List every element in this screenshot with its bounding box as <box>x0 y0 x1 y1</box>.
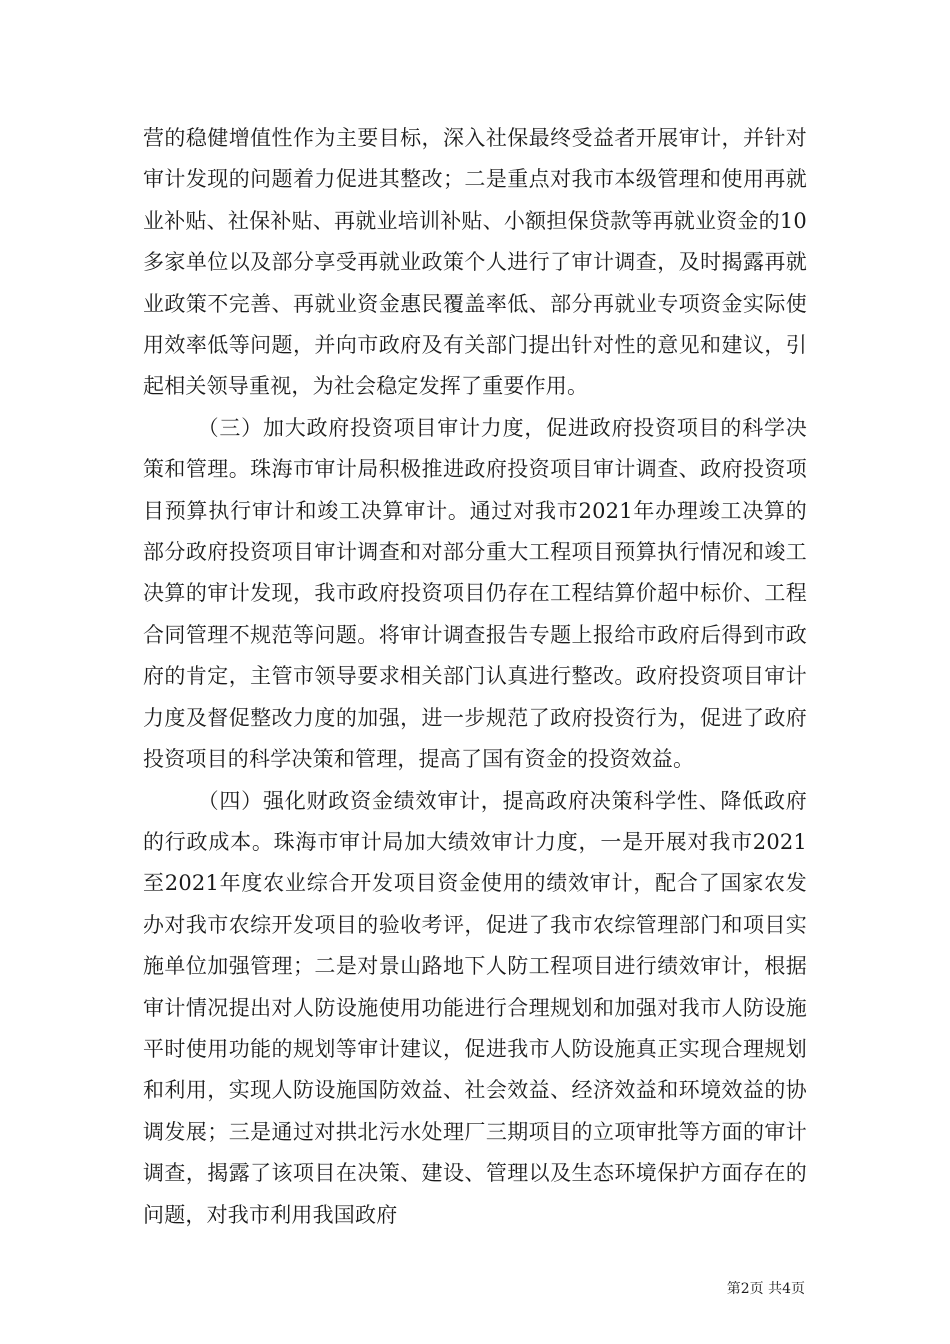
document-body <box>143 118 807 1236</box>
paragraph-section-4: （四）强化财政资金绩效审计，提高政府决策科学性、降低政府的行政成本。珠海市审计局加大绩效审计力度，一是开展对我市2021至2021年度农业综合开发项目资金使用的绩效审计，配合了国家农发办对我市农综开发项目的验收考评，促进了我市农综管理部门和项目实施单位加强管理；二是对景山路地下人防工程项目进行绩效审计，根据审计情况提出对人防设施使用功能进行合理规划和加强对我市人防设施平时使用功能的规划等审计建议，促进我市人防设施真正实现合理规划和利用，实现人防设施国防效益、社会效益、经济效益和环境效益的协调发展；三是通过对拱北污水处理厂三期项目的立项审批等方面的审计调查，揭露了该项目在决策、建设、管理以及生态环境保护方面存在的问题，对我市利用我国政府 <box>143 788 807 1227</box>
paragraph-continuation: 营的稳健增值性作为主要目标，深入社保最终受益者开展审计，并针对审计发现的问题着力促进其整改；二是重点对我市本级管理和使用再就业补贴、社保补贴、再就业培训补贴、小额担保贷款等再就业资金的10多家单位以及部分享受再就业政策个人进行了审计调查，及时揭露再就业政策不完善、再就业资金惠民覆盖率低、部分再就业专项资金实际使用效率低等问题，并向市政府及有关部门提出针对性的意见和建议，引起相关领导重视，为社会稳定发挥了重要作用。 <box>143 126 807 399</box>
page-number-footer: 第2页 共4页 <box>726 1281 805 1297</box>
paragraph-section-3: （三）加大政府投资项目审计力度，促进政府投资项目的科学决策和管理。珠海市审计局积极推进政府投资项目审计调查、政府投资项目预算执行审计和竣工决算审计。通过对我市2021年办理竣工决算的部分政府投资项目审计调查和对部分重大工程项目预算执行情况和竣工决算的审计发现，我市政府投资项目仍存在工程结算价超中标价、工程合同管理不规范等问题。将审计调查报告专题上报给市政府后得到市政府的肯定，主管市领导要求相关部门认真进行整改。政府投资项目审计力度及督促整改力度的加强，进一步规范了政府投资行为，促进了政府投资项目的科学决策和管理，提高了国有资金的投资效益。 <box>143 415 807 772</box>
